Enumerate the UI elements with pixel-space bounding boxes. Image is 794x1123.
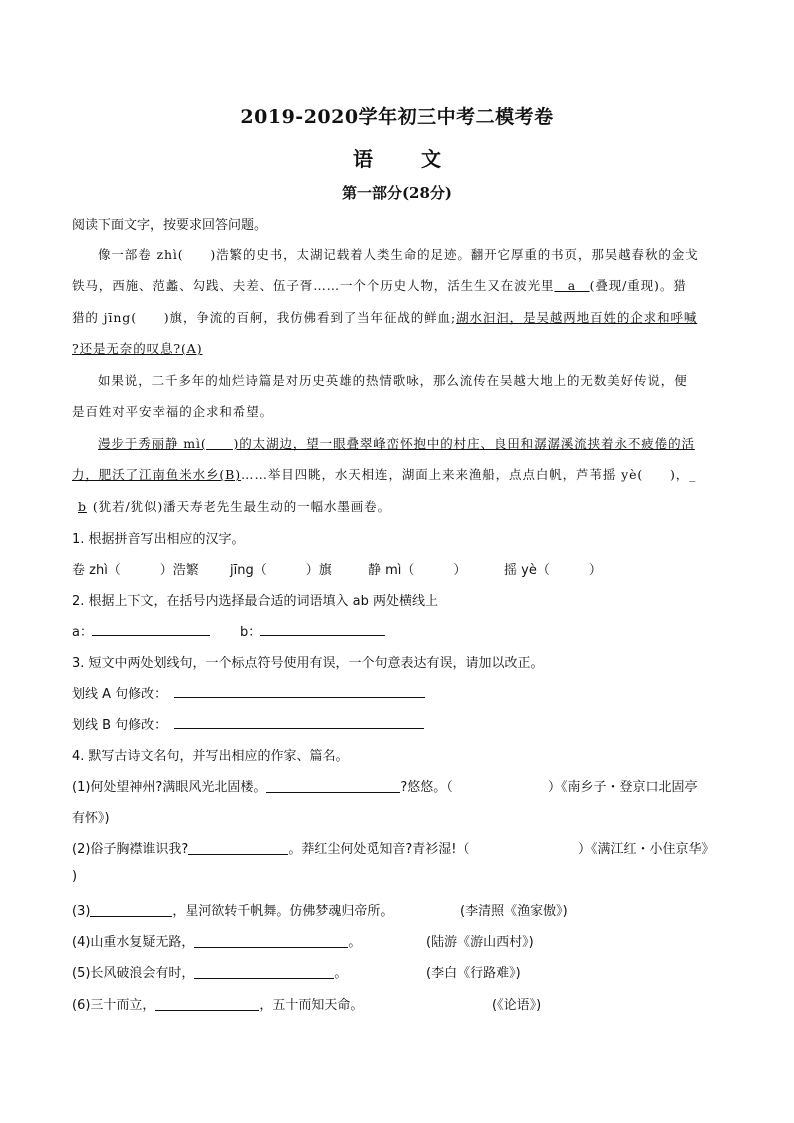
answer-blank-b[interactable] [260,621,385,636]
passage-p3-line2 [72,465,727,483]
poem-blank-6[interactable] [155,996,259,1011]
poem-blank-3[interactable] [90,902,172,917]
poem-text: (2)俗子胸襟谁识我? [72,842,189,857]
pinyin-item: 卷 zhì（ ）浩繁 [72,563,199,578]
passage-p3-line3 [72,497,727,515]
pinyin-item: 摇 yè（ ） [504,563,602,578]
pinyin-item: 静 mì（ ） [368,563,467,578]
passage-p1-line3 [72,308,727,326]
poem-text: ，五十而知天命。 [259,998,364,1013]
question-4-label: 4. 默写古诗文名句，并写出相应的作家、篇名。 [72,749,349,764]
poem-text: ，星河欲转千帆舞。仿佛梦魂归帝所。 [172,904,394,919]
passage-p2-line2: 是百姓对平安幸福的企求和希望。 [72,404,274,419]
poem-text: (6)三十而立， [72,998,156,1013]
poem-item-3 [72,900,727,919]
poem-source: ）《南乡子・登京口北固亭 [548,780,698,795]
question-3-answer-b [72,714,727,733]
question-3-label: 3. 短文中两处划线句，一个标点符号使用有误，一个句意表达有误，请加以改正。 [72,656,544,671]
revision-blank-b[interactable] [174,714,424,729]
poem-text: (4)山重水复疑无路， [72,935,195,950]
question-2-label: 2. 根据上下文，在括号内选择最合适的词语填入 ab 两处横线上 [72,594,439,609]
underlined-sentence-b-end: 力，肥沃了江南鱼米水乡(B) [72,467,242,482]
revision-blank-a[interactable] [174,683,425,698]
passage-text: (犹若/犹似)潘天寿老先生最生动的一幅水墨画卷。 [92,499,391,514]
poem-source: ）《满江红・小住京华》 [578,842,715,857]
poem-source: (李清照《渔家傲》) [460,904,568,919]
poem-blank-5[interactable] [194,964,334,979]
poem-text: (3) [72,904,91,919]
poem-item-2-cont: ) [72,869,78,884]
question-1-label: 1. 根据拼音写出相应的汉字。 [72,532,245,547]
underlined-sentence-b: 漫步于秀丽静 mì( )的太湖边，望一眼叠翠峰峦怀抱中的村庄、良田和潺潺溪流挟着永不疲倦的活 [98,436,695,451]
blank-a: a [554,278,590,293]
passage-text: 猎的 jīng( )旗，争流的百舸，我仿佛看到了当年征战的鲜血; [72,310,457,325]
underlined-sentence-a-end: ?还是无奈的叹息?(A) [72,341,203,356]
poem-item-4 [72,931,727,950]
poem-blank-4[interactable] [194,933,348,948]
poem-source: (李白《行路难》) [426,966,521,981]
exam-title: 2019-2020学年初三中考二模考卷 [240,106,554,128]
poem-blank-1[interactable] [266,778,400,793]
passage-p1-line2 [72,276,727,294]
poem-text: (5)长风破浪会有时， [72,966,195,981]
passage-p3-line1 [72,434,753,452]
question-3-answer-a [72,683,727,702]
poem-item-1-cont: 有怀》) [72,811,110,826]
passage-text: (叠现/重现)。猎 [589,278,687,293]
poem-item-5 [72,962,727,981]
passage-p2-line1: 如果说，二千多年的灿烂诗篇是对历史英雄的热情歌咏，那么流传在吴越大地上的无数美好传说，便 [98,373,688,388]
poem-blank-2[interactable] [188,840,288,855]
passage-text: 铁马，西施、范蠡、勾践、夫差、伍子胥……一个个历史人物，活生生又在波光里 [72,278,555,293]
poem-item-6 [72,994,727,1013]
passage-p1-line1: 像一部卷 zhì( )浩繁的史书，太湖记载着人类生命的足迹。翻开它厚重的书页，那吴越春秋的金戈 [98,247,699,262]
poem-text: ?悠悠。（ [400,780,453,795]
pinyin-item: jīng（ ）旗 [230,563,332,578]
poem-text: (1)何处望神州?满眼风光北固楼。 [72,780,267,795]
passage-text: _ [689,467,697,482]
poem-item-1 [72,776,727,795]
revision-label-b: 划线 B 句修改： [72,718,168,733]
answer-label-b: b： [240,625,262,640]
blank-b: b [78,499,87,514]
poem-source: (陆游《游山西村》) [426,935,534,950]
part-heading: 第一部分(28分) [341,184,453,202]
underlined-sentence-a: 湖水汩汩，是吴越两地百姓的企求和呼喊 [456,310,698,325]
answer-blank-a[interactable] [92,621,210,636]
subject-title: 语 文 [353,147,455,171]
passage-text: ……举目四眺，水天相连，湖面上来来渔船，点点白帆，芦苇摇 yè( )， [241,467,690,482]
reading-instruction: 阅读下面文字，按要求回答问题。 [72,218,268,233]
passage-p1-line4 [72,339,727,357]
poem-source: (《论语》) [492,998,542,1013]
poem-text: 。莽红尘何处觅知音?青衫湿!（ [288,842,470,857]
poem-item-2 [72,838,727,857]
poem-text: 。 [334,966,348,981]
revision-label-a: 划线 A 句修改： [72,687,168,702]
answer-label-a: a： [72,625,93,640]
poem-text: 。 [348,935,362,950]
